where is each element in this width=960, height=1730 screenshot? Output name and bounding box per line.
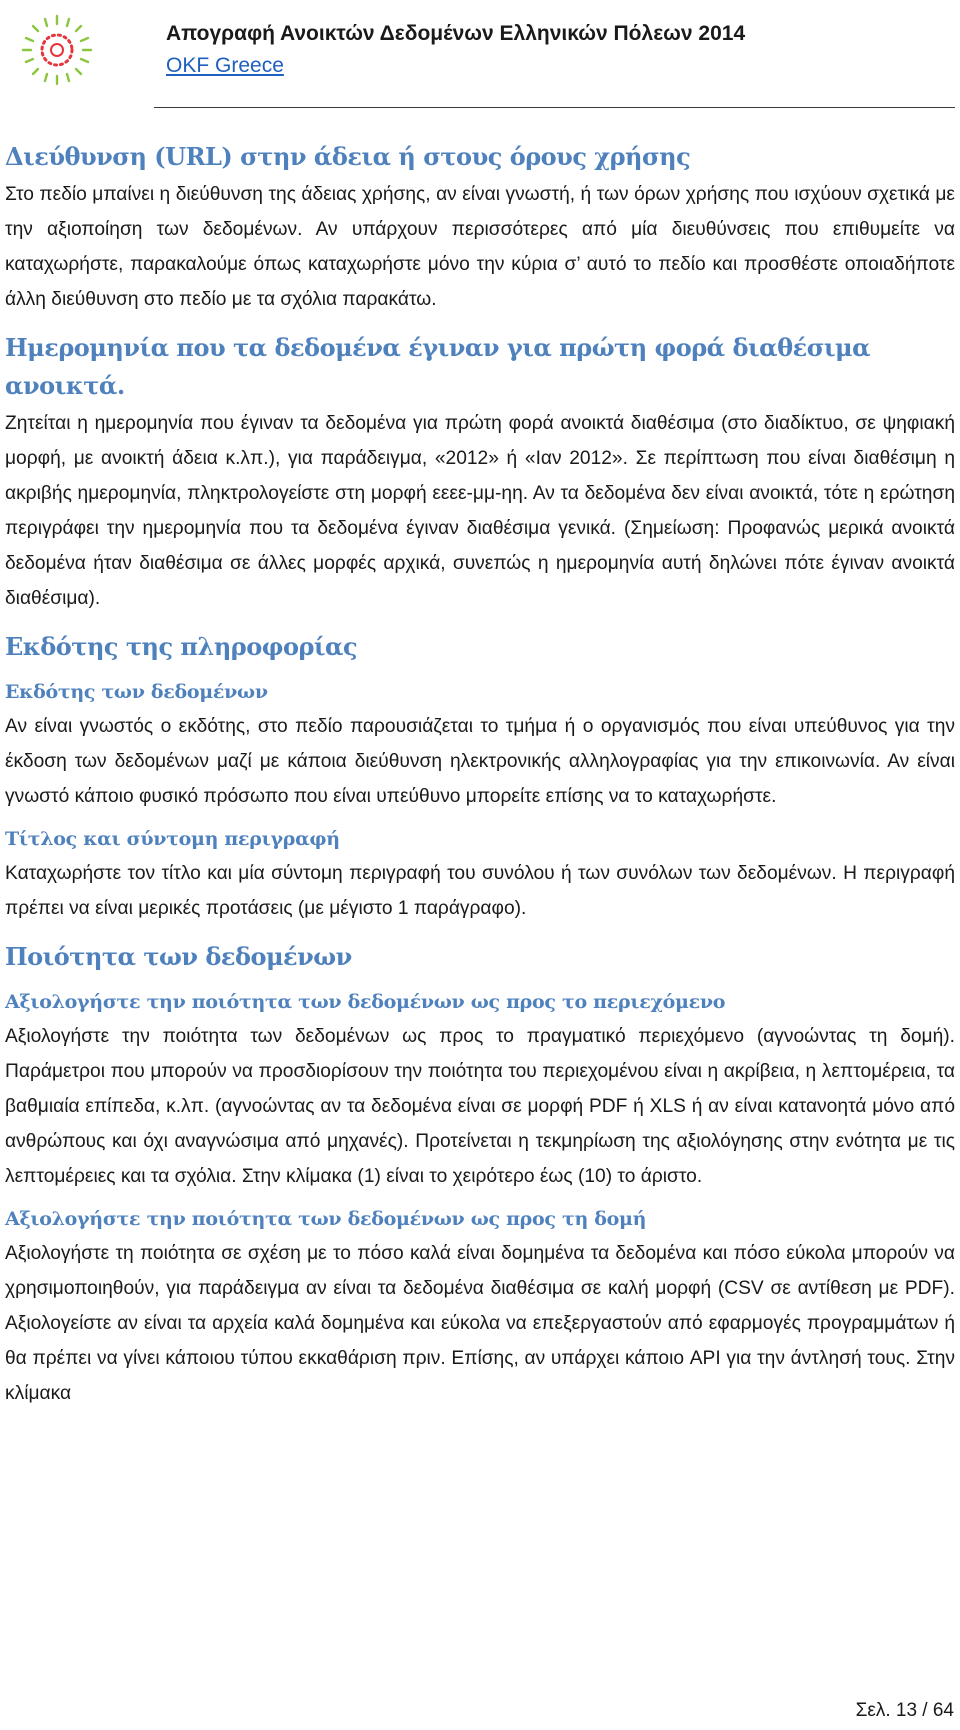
document-title: Απογραφή Ανοικτών Δεδομένων Ελληνικών Πόλεων 2014 [166,22,746,45]
first-open-date-text: Ζητείται η ημερομηνία που έγιναν τα δεδομένα για πρώτη φορά ανοικτά διαθέσιμα (στο διαδίκτυο, σε ψηφιακή μορφή, με ανοικτή άδεια κ.λπ.), για παράδειγμα, «2012» ή «Ιαν 2012». Σε περίπτωση που είναι διαθέσιμη η ακριβής ημερομηνία, πληκτρολογείστε στη μορφή εεεε-μμ-ηη. Αν τα δεδομένα δεν είναι ανοικτά, τότε η ερώτηση περιγράφει την ημερομηνία που τα δεδομένα έγιναν διαθέσιμα γενικά. (Σημείωση: Προφανώς μερικά ανοικτά δεδομένα ήταν διαθέσιμα σε άλλες μορφές αρχικά, συνεπώς η ημερομηνία αυτή δηλώνει πότε έγιναν ανοικτά διαθέσιμα). [5,413,955,609]
structure-quality-text: Αξιολογήστε τη ποιότητα σε σχέση με το πόσο καλά είναι δομημένα τα δεδομένα και πόσο εύκολα μπορούν να χρησιμοποιηθούν, για παράδειγμα αν είναι τα δεδομένα διαθέσιμα σε καλή μορφή (CSV σε αντίθεση με PDF). Αξιολογείστε αν είναι τα αρχεία καλά δομημένα και εύκολα να επεξεργαστούν από εφαρμογές προγραμμάτων ή θα πρέπει να γίνει κάποιου τύπου εκκαθάριση πριν. Επίσης, αν υπάρχει κάποιο API για την άντλησή τους. Στην κλίμακα [5,1243,955,1404]
url-license-text: Στο πεδίο μπαίνει η διεύθυνση της άδειας χρήσης, αν είναι γνωστή, ή των όρων χρήσης που ισχύουν σχετικά με την αξιοποίηση των δεδομένων. Αν υπάρχουν περισσότερες από μία διευθύνσεις που επιθυμείτε να καταχωρήστε, παρακαλούμε όπως καταχωρήστε μόνο την κύρια σ’ αυτό το πεδίο και προσθέστε οποιαδήποτε άλλη διεύθυνση στο πεδίο με τα σχόλια παρακάτω. [5,184,955,310]
first-open-date-heading: Ημερομηνία που τα δεδομένα έγιναν για πρώτη φορά διαθέσιμα ανοικτά. [5,333,871,400]
content-quality-heading: Αξιολογήστε την ποιότητα των δεδομένων ως προς το περιεχόμενο [5,991,726,1013]
okf-greece-link[interactable]: OKF Greece [166,54,284,77]
header-divider [154,107,955,108]
page-content [5,138,955,1411]
page-number: Σελ. 13 / 64 [855,1700,954,1721]
content-quality-text: Αξιολογήστε την ποιότητα των δεδομένων ως προς το πραγματικό περιεχόμενο (αγνοώντας τη δομή). Παράμετροι που μπορούν να προσδιορίσουν την ποιότητα του περιεχομένου είναι η ακρίβεια, η λεπτομέρεια, τα βαθμιαία επίπεδα, κ.λπ. (αγνοώντας αν τα δεδομένα είναι σε μορφή PDF ή XLS ή αν είναι κατανοητά μόνο από ανθρώπους και όχι αναγνώσιμα από μηχανές). Προτείνεται η τεκμηρίωση της αξιολόγησης στην ενότητα με τις λεπτομέρειες και τα σχόλια. Στην κλίμακα (1) είναι το χειρότερο έως (10) το άριστο. [5,1026,955,1187]
okfn-greece-logo [18,14,96,94]
title-description-text: Καταχωρήστε τον τίτλο και μία σύντομη περιγραφή του συνόλου ή των συνόλων των δεδομένων. Η περιγραφή πρέπει να είναι μερικές προτάσεις (με μέγιστο 1 παράγραφο). [5,863,955,919]
data-quality-heading: Ποιότητα των δεδομένων [5,942,352,971]
data-publisher-heading: Εκδότης των δεδομένων [5,681,268,703]
url-license-heading: Διεύθυνση (URL) στην άδεια ή στους όρους χρήσης [5,142,691,171]
data-publisher-text: Αν είναι γνωστός ο εκδότης, στο πεδίο παρουσιάζεται το τμήμα ή ο οργανισμός που είναι υπεύθυνος για την έκδοση των δεδομένων μαζί με κάποια διεύθυνση ηλεκτρονικής αλληλογραφίας για την επικοινωνία. Αν είναι γνωστό κάποιο φυσικό πρόσωπο που είναι υπεύθυνο μπορείτε επίσης να το καταχωρήστε. [5,716,955,807]
structure-quality-heading: Αξιολογήστε την ποιότητα των δεδομένων ως προς τη δομή [5,1208,647,1230]
title-description-heading: Τίτλος και σύντομη περιγραφή [5,828,340,850]
publisher-section-heading: Εκδότης της πληροφορίας [5,632,358,661]
page-header [0,0,960,110]
